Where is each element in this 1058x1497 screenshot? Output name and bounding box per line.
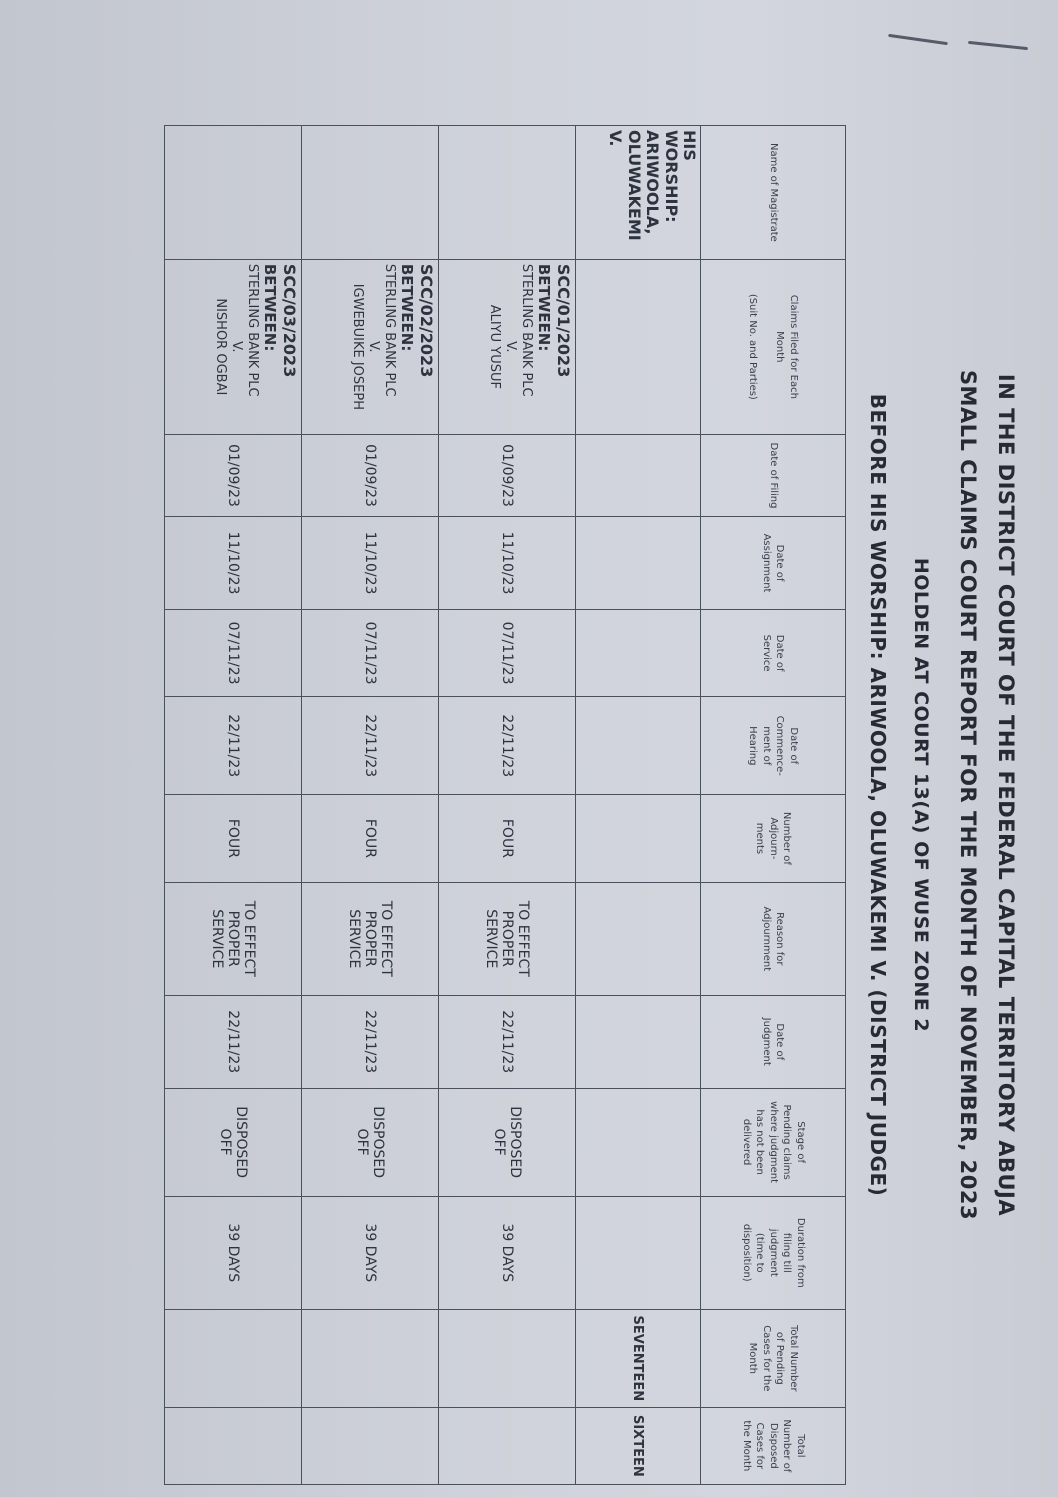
date-judgment: 22/11/23 [165,995,302,1088]
empty-cell [576,795,701,883]
header-adjournments: Number of Adjourn- ments [701,795,846,883]
empty-cell [576,609,701,697]
header-total-pending: Total Number of Pending Cases for the Month [701,1309,846,1407]
pen-mark [968,41,1028,50]
duration: 39 DAYS [439,1196,576,1309]
date-assignment: 11/10/23 [302,517,439,610]
empty-cell [302,126,439,260]
suit-number: SCC/03/2023 [280,263,299,378]
date-service: 07/11/23 [165,609,302,697]
date-filing: 01/09/23 [302,434,439,516]
suit-number: SCC/02/2023 [417,263,436,378]
empty-cell [576,517,701,610]
empty-cell [165,1309,302,1407]
pen-mark [888,34,948,45]
date-commencement: 22/11/23 [302,697,439,795]
date-commencement: 22/11/23 [439,697,576,795]
total-pending-value: SEVENTEEN [576,1309,701,1407]
date-assignment: 11/10/23 [165,517,302,610]
case-parties: SCC/01/2023 BETWEEN: STERLING BANK PLC V. ALIYU YUSUF [439,259,576,434]
table-row [439,126,576,1485]
stage: DISPOSED OFF [165,1088,302,1196]
empty-cell [576,1088,701,1196]
adjournment-reason: TO EFFECT PROPER SERVICE [439,882,576,995]
presiding-judge: BEFORE HIS WORSHIP: ARIWOOLA, OLUWAKEMI V. (DISTRICT JUDGE) [866,393,890,1197]
empty-cell [439,1309,576,1407]
stage: DISPOSED OFF [302,1088,439,1196]
defendant: ALIYU YUSUF [486,304,502,389]
empty-cell [439,1407,576,1484]
empty-cell [576,434,701,516]
date-assignment: 11/10/23 [439,517,576,610]
total-disposed-value: SIXTEEN [576,1407,701,1484]
case-parties: SCC/03/2023 BETWEEN: STERLING BANK PLC V. NISHOR OGBAI [165,259,302,434]
date-service: 07/11/23 [302,609,439,697]
court-title: IN THE DISTRICT COURT OF THE FEDERAL CAPITAL TERRITORY ABUJA [994,373,1018,1217]
magistrate-name: HIS WORSHIP: ARIWOOLA, OLUWAKEMI V. [576,126,701,260]
empty-cell [576,259,701,434]
defendant: NISHOR OGBAI [212,298,228,396]
adjournment-reason: TO EFFECT PROPER SERVICE [165,882,302,995]
header-date-commencement: Date of Commence- ment of Hearing [701,697,846,795]
report-title: SMALL CLAIMS COURT REPORT FOR THE MONTH OF NOVEMBER, 2023 [956,369,980,1221]
suit-number: SCC/01/2023 [554,263,573,378]
header-date-filing: Date of Filing [701,434,846,516]
empty-cell [576,995,701,1088]
magistrate-row [576,126,701,1485]
duration: 39 DAYS [165,1196,302,1309]
empty-cell [302,1309,439,1407]
header-duration: Duration from filing till judgment (time to disposition) [701,1196,846,1309]
date-service: 07/11/23 [439,609,576,697]
header-reason: Reason for Adjournment [701,882,846,995]
header-date-judgment: Date of Judgment [701,995,846,1088]
header-claims-filed: Claims Filed for Each Month (Suit No. and Parties) [701,259,846,434]
rotated-document [138,95,1018,1495]
report-table [164,125,846,1485]
header-row [701,126,846,1485]
header-magistrate: Name of Magistrate [701,126,846,260]
case-parties: SCC/02/2023 BETWEEN: STERLING BANK PLC V. IGWEBUIKE JOSEPH [302,259,439,434]
empty-cell [576,1196,701,1309]
adjournments: FOUR [302,795,439,883]
date-filing: 01/09/23 [165,434,302,516]
table-row [165,126,302,1485]
adjournments: FOUR [439,795,576,883]
empty-cell [165,126,302,260]
duration: 39 DAYS [302,1196,439,1309]
table-row [302,126,439,1485]
date-commencement: 22/11/23 [165,697,302,795]
empty-cell [302,1407,439,1484]
claimant: STERLING BANK PLC [519,263,535,397]
claimant: STERLING BANK PLC [245,263,261,397]
header-total-disposed: Total Number of Disposed Cases for the Month [701,1407,846,1484]
court-location: HOLDEN AT COURT 13(A) OF WUSE ZONE 2 [910,557,932,1033]
header-stage: Stage of Pending claims where judgment has not been delivered [701,1088,846,1196]
date-filing: 01/09/23 [439,434,576,516]
header-date-service: Date of Service [701,609,846,697]
date-judgment: 22/11/23 [302,995,439,1088]
header-date-assignment: Date of Assignment [701,517,846,610]
claimant: STERLING BANK PLC [382,263,398,397]
adjournments: FOUR [165,795,302,883]
empty-cell [576,882,701,995]
empty-cell [576,697,701,795]
stage: DISPOSED OFF [439,1088,576,1196]
empty-cell [165,1407,302,1484]
defendant: IGWEBUIKE JOSEPH [349,283,365,410]
empty-cell [439,126,576,260]
date-judgment: 22/11/23 [439,995,576,1088]
adjournment-reason: TO EFFECT PROPER SERVICE [302,882,439,995]
